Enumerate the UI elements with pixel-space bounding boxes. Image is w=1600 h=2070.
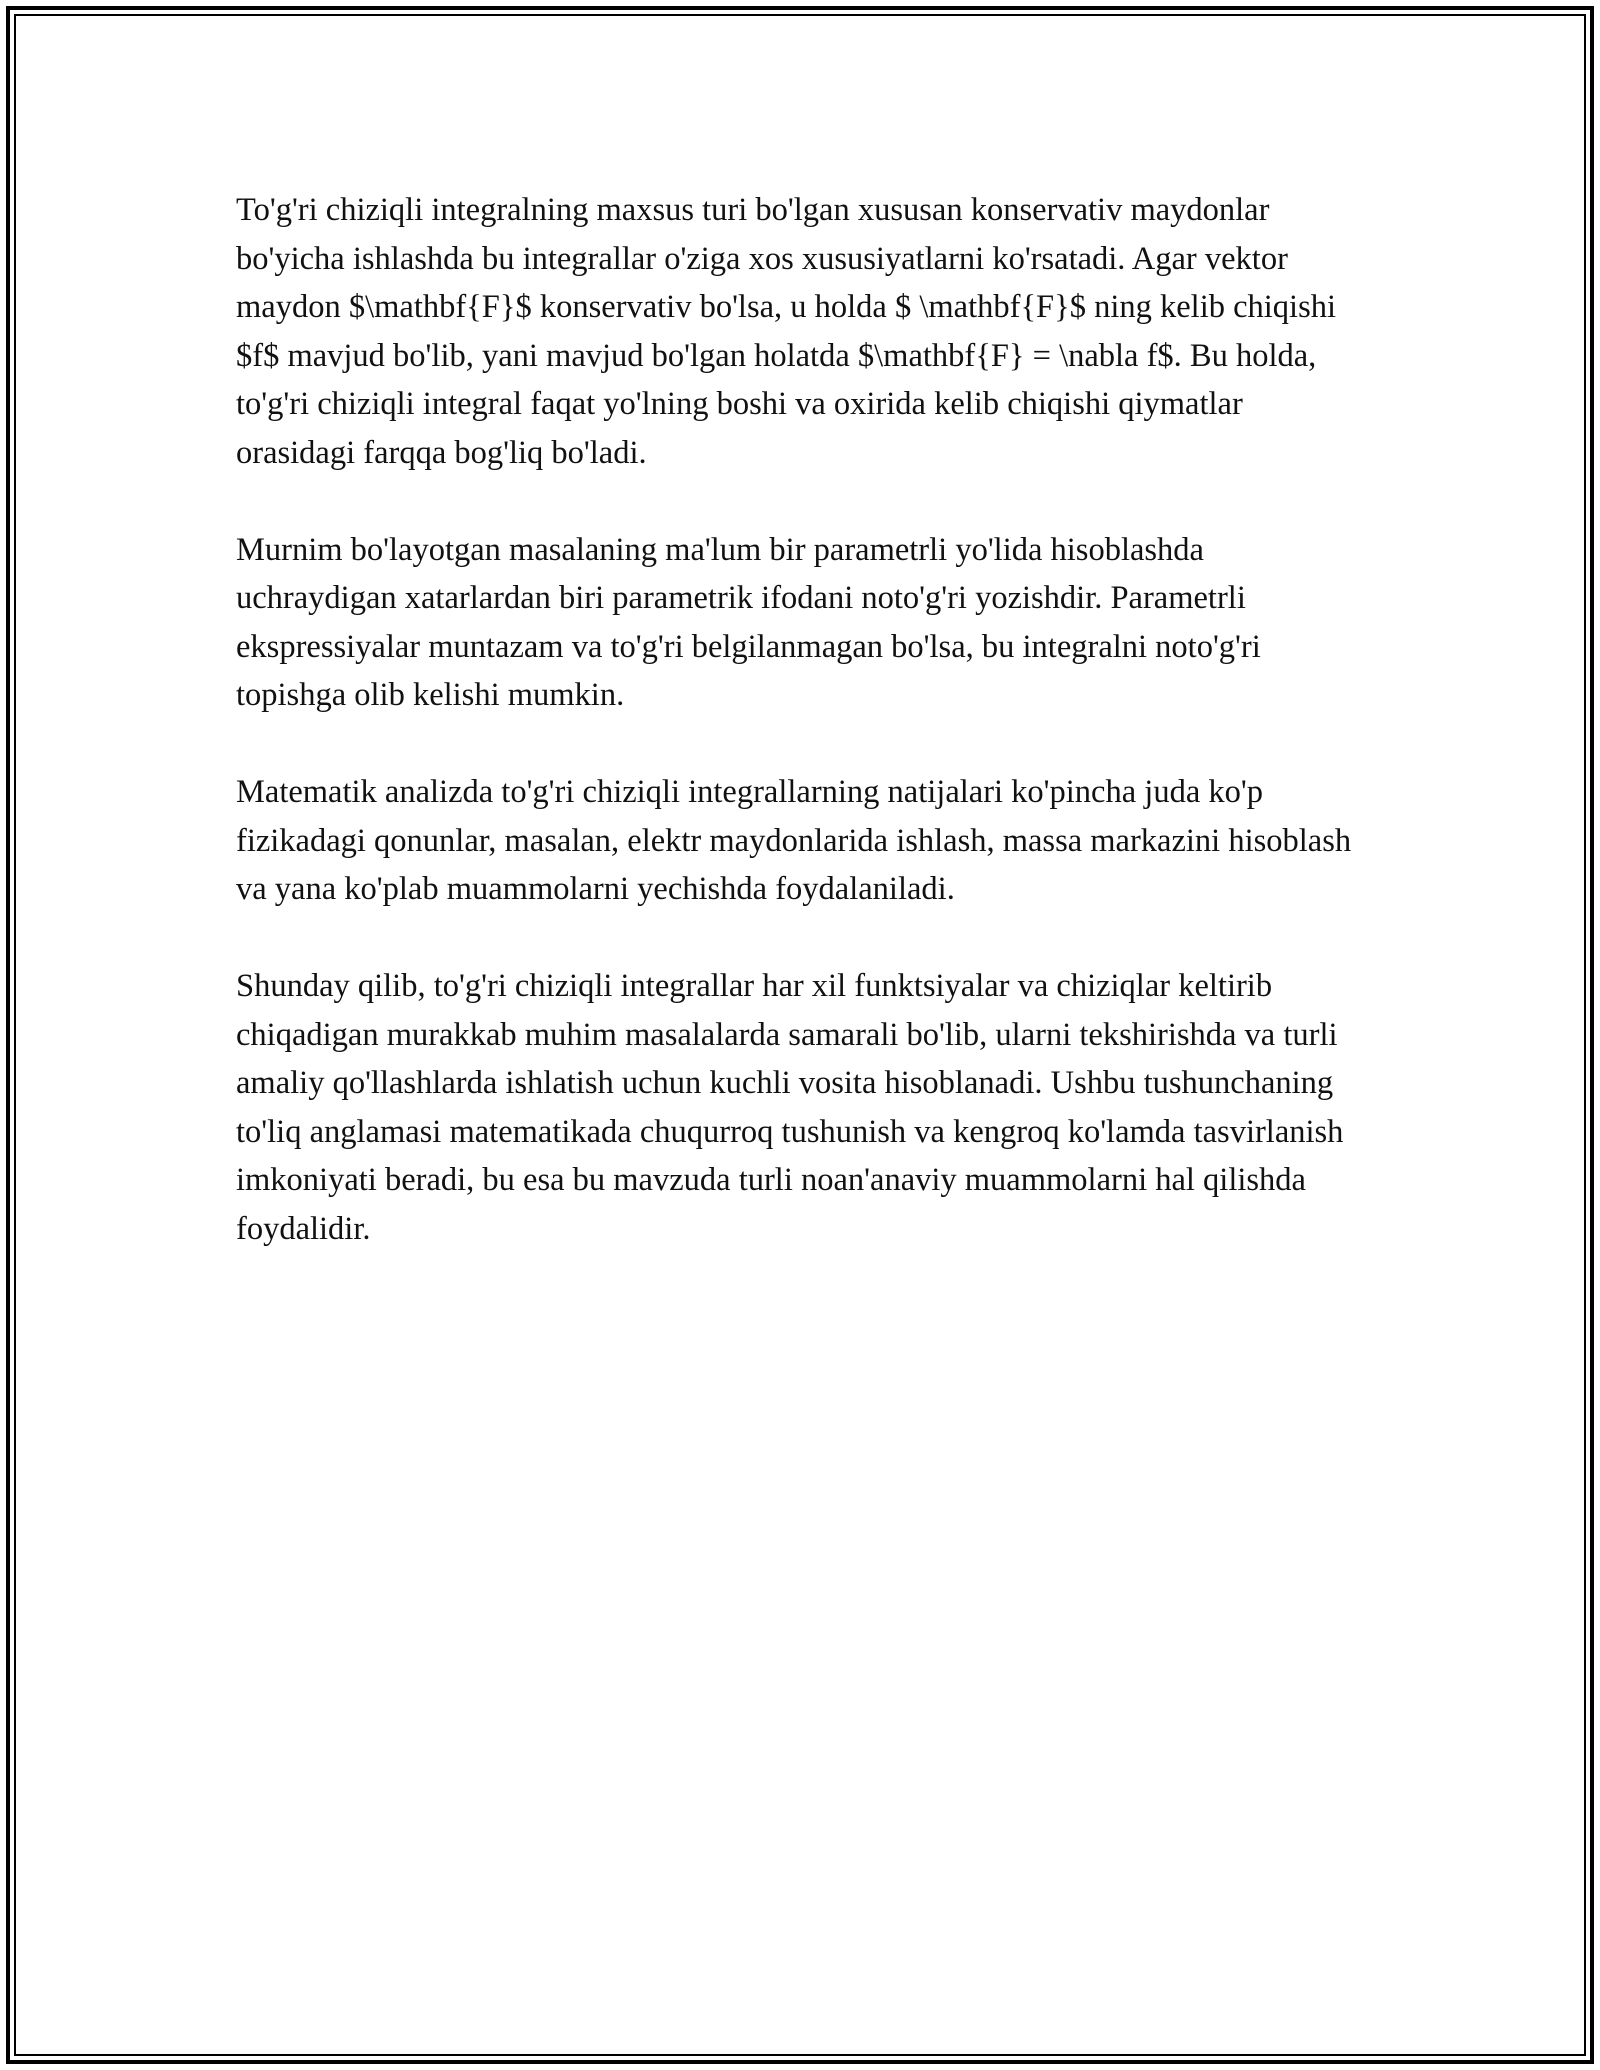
paragraph-applications: Matematik analizda to'g'ri chiziqli integrallarning natijalari ko'pincha juda ko'p fizikadagi qonunlar, masalan, elektr maydonlarida ishlash, massa markazini hisoblash va yana ko'plab muammolarni yechishda foydalaniladi. <box>236 774 1352 907</box>
paragraph-parametric-errors: Murnim bo'layotgan masalaning ma'lum bir parametrli yo'lida hisoblashda uchraydigan xatarlardan biri parametrik ifodani noto'g'ri yozishdir. Parametrli ekspressiyalar muntazam va to'g'ri belgilanmagan bo'lsa, bu integralni noto'g'ri topishga olib kelishi mumkin. <box>236 531 1261 713</box>
paragraph-conservative-fields: To'g'ri chiziqli integralning maxsus turi bo'lgan xususan konservativ maydonlar bo'yicha ishlashda bu integrallar o'ziga xos xususiyatlarni ko'rsatadi. Agar vektor maydon $\mathbf{F}$ konservativ bo'lsa, u holda $ \mathbf{F}$ ning kelib chiqishi $f$ mavjud bo'lib, yani mavjud bo'lgan holatda $\mathbf{F} = \nabla f$. Bu holda, to'g'ri chiziqli integral faqat yo'lning boshi va oxirida kelib chiqishi qiymatlar orasidagi farqqa bog'liq bo'ladi. <box>236 192 1337 471</box>
paragraph-conclusion: Shunday qilib, to'g'ri chiziqli integrallar har xil funktsiyalar va chiziqlar keltirib chiqadigan murakkab muhim masalalarda samarali bo'lib, ularni tekshirishda va turli amaliy qo'llashlarda ishlatish uchun kuchli vosita hisoblanadi. Ushbu tushunchaning to'liq anglamasi matematikada chuqurroq tushunish va kengroq ko'lamda tasvirlanish imkoniyati beradi, bu esa bu mavzuda turli noan'anaviy muammolarni hal qilishda foydalidir. <box>236 968 1344 1247</box>
document-body <box>236 186 1366 1302</box>
